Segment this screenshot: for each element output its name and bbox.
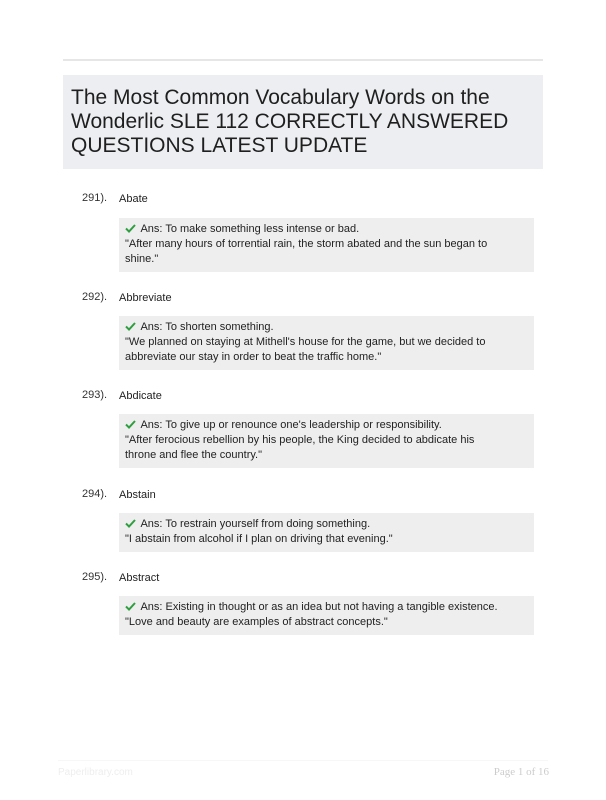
answer-text: Ans: Existing in thought or as an idea but not having a tangible existence.	[140, 601, 498, 613]
answer-box	[119, 513, 534, 552]
example-text: "After ferocious rebellion by his people, the King decided to abdicate his	[125, 434, 475, 446]
question-number: 293).	[82, 389, 108, 401]
question-number: 292).	[82, 291, 108, 303]
example-text: abbreviate our stay in order to beat the traffic home."	[125, 351, 382, 363]
question-number: 295).	[82, 571, 108, 583]
check-icon	[125, 519, 136, 528]
question-term: Abstain	[119, 489, 156, 501]
question-number: 294).	[82, 488, 108, 500]
answer-box	[119, 414, 534, 468]
answer-text: Ans: To give up or renounce one's leadership or responsibility.	[140, 419, 442, 431]
example-text: "After many hours of torrential rain, the storm abated and the sun began to	[125, 238, 488, 250]
example-text: "We planned on staying at Mithell's house for the game, but we decided to	[125, 336, 486, 348]
example-text: shine."	[125, 253, 159, 265]
question-number: 291).	[82, 192, 108, 204]
page-indicator: Page 1 of 16	[493, 766, 549, 778]
answer-box	[119, 596, 534, 635]
question-term: Abstract	[119, 572, 160, 584]
question-term: Abate	[119, 193, 148, 205]
answer-box	[119, 218, 534, 272]
answer-text: Ans: To make something less intense or bad.	[140, 223, 360, 235]
check-icon	[125, 322, 136, 331]
answer-text: Ans: To shorten something.	[140, 321, 274, 333]
question-term: Abbreviate	[119, 292, 172, 304]
example-text: throne and flee the country."	[125, 449, 263, 461]
answer-text: Ans: To restrain yourself from doing something.	[140, 518, 371, 530]
document-title: The Most Common Vocabulary Words on the Wonderlic SLE 112 CORRECTLY ANSWERED QUESTIONS LATEST UPDATE	[71, 86, 509, 157]
check-icon	[125, 602, 136, 611]
check-icon	[125, 420, 136, 429]
answer-box	[119, 316, 534, 370]
bottom-divider	[58, 760, 548, 761]
example-text: "Love and beauty are examples of abstract concepts."	[125, 616, 388, 628]
check-icon	[125, 224, 136, 233]
example-text: "I abstain from alcohol if I plan on driving that evening."	[125, 533, 393, 545]
footer-site-watermark: Paperlibrary.com	[58, 767, 133, 778]
question-term: Abdicate	[119, 390, 162, 402]
